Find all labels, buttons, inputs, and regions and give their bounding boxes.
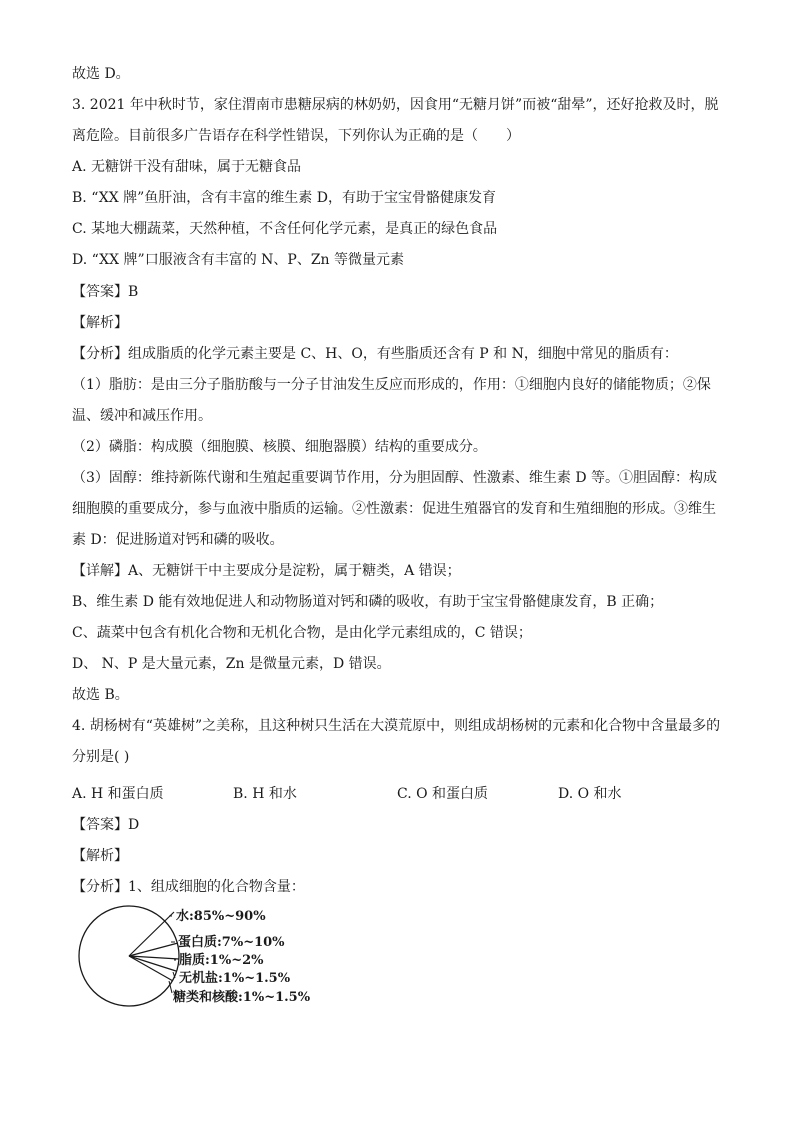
text-line: D、 N、P 是大量元素，Zn 是微量元素，D 错误。 xyxy=(72,656,391,672)
q4-answer: 【答案】D xyxy=(72,817,140,833)
text-line: 离危险。目前很多广告语存在科学性错误，下列你认为正确的是（ ） xyxy=(72,128,520,144)
text-line: 细胞膜的重要成分，参与血液中脂质的运输。②性激素：促进生殖器官的发育和生殖细胞的形成。③维生 xyxy=(72,501,716,517)
q4-option-d: D. O 和水 xyxy=(558,786,622,802)
text-line: 3. 2021 年中秋时节，家住渭南市患糖尿病的林奶奶，因食用“无糖月饼”而被“甜晕”，还好抢救及时，脱 xyxy=(72,97,719,113)
pie-label-protein: 蛋白质:7%~10% xyxy=(178,935,285,950)
pie-label-lipid: 脂质:1%~2% xyxy=(179,953,264,968)
text-line: 【分析】组成脂质的化学元素主要是 C、H、O，有些脂质还含有 P 和 N，细胞中常见的脂质有： xyxy=(72,346,678,362)
text-line: （1）脂肪：是由三分子脂肪酸与一分子甘油发生反应而形成的，作用：①细胞内良好的储能物质；②保 xyxy=(72,377,711,393)
text-line: 分别是( ) xyxy=(72,749,130,765)
pie-chart-svg xyxy=(72,904,372,1014)
text-line: D. “XX 牌”口服液含有丰富的 N、P、Zn 等微量元素 xyxy=(72,252,405,268)
text-line: 【答案】B xyxy=(72,284,139,300)
q4-option-b: B. H 和水 xyxy=(233,786,297,802)
compound-content-pie-chart xyxy=(72,904,372,1014)
text-line: B、维生素 D 能有效地促进人和动物肠道对钙和磷的吸收，有助于宝宝骨骼健康发育，B 正确； xyxy=(72,594,664,610)
q4-option-c: C. O 和蛋白质 xyxy=(397,786,489,802)
text-line: （3）固醇：维持新陈代谢和生殖起重要调节作用，分为胆固醇、性激素、维生素 D 等。①胆固醇：构成 xyxy=(72,470,718,486)
text-line: C、蔬菜中包含有机化合物和无机化合物，是由化学元素组成的，C 错误； xyxy=(72,625,532,641)
text-line: A. 无糖饼干没有甜味，属于无糖食品 xyxy=(72,159,302,175)
text-line: （2）磷脂：构成膜（细胞膜、核膜、细胞器膜）结构的重要成分。 xyxy=(72,439,487,455)
text-line: 温、缓冲和减压作用。 xyxy=(72,408,212,424)
q4-option-a: A. H 和蛋白质 xyxy=(72,786,164,802)
text-line: C. 某地大棚蔬菜，天然种植，不含任何化学元素，是真正的绿色食品 xyxy=(72,221,498,237)
text-line: 素 D：促进肠道对钙和磷的吸收。 xyxy=(72,532,284,548)
text-line: 故选 D。 xyxy=(72,66,130,82)
pie-divider-water xyxy=(129,912,174,956)
q4-analysis-heading: 【解析】 xyxy=(72,848,128,864)
pie-label-sugar-nucleic: 糖类和核酸:1%~1.5% xyxy=(173,990,311,1005)
pie-label-salt: 无机盐:1%~1.5% xyxy=(179,971,291,986)
q4-options xyxy=(72,784,722,804)
pie-label-water: 水:85%~90% xyxy=(176,909,266,924)
text-line: 【解析】 xyxy=(72,315,128,331)
text-line: B. “XX 牌”鱼肝油，含有丰富的维生素 D，有助于宝宝骨骼健康发育 xyxy=(72,190,496,206)
text-line: 【详解】A、无糖饼干中主要成分是淀粉，属于糖类，A 错误； xyxy=(72,563,461,579)
text-line: 4. 胡杨树有“英雄树”之美称，且这种树只生活在大漠荒原中，则组成胡杨树的元素和化合物中含量最多的 xyxy=(72,718,721,734)
q4-analysis-note: 【分析】1、组成细胞的化合物含量： xyxy=(72,879,305,895)
text-line: 故选 B。 xyxy=(72,687,129,703)
